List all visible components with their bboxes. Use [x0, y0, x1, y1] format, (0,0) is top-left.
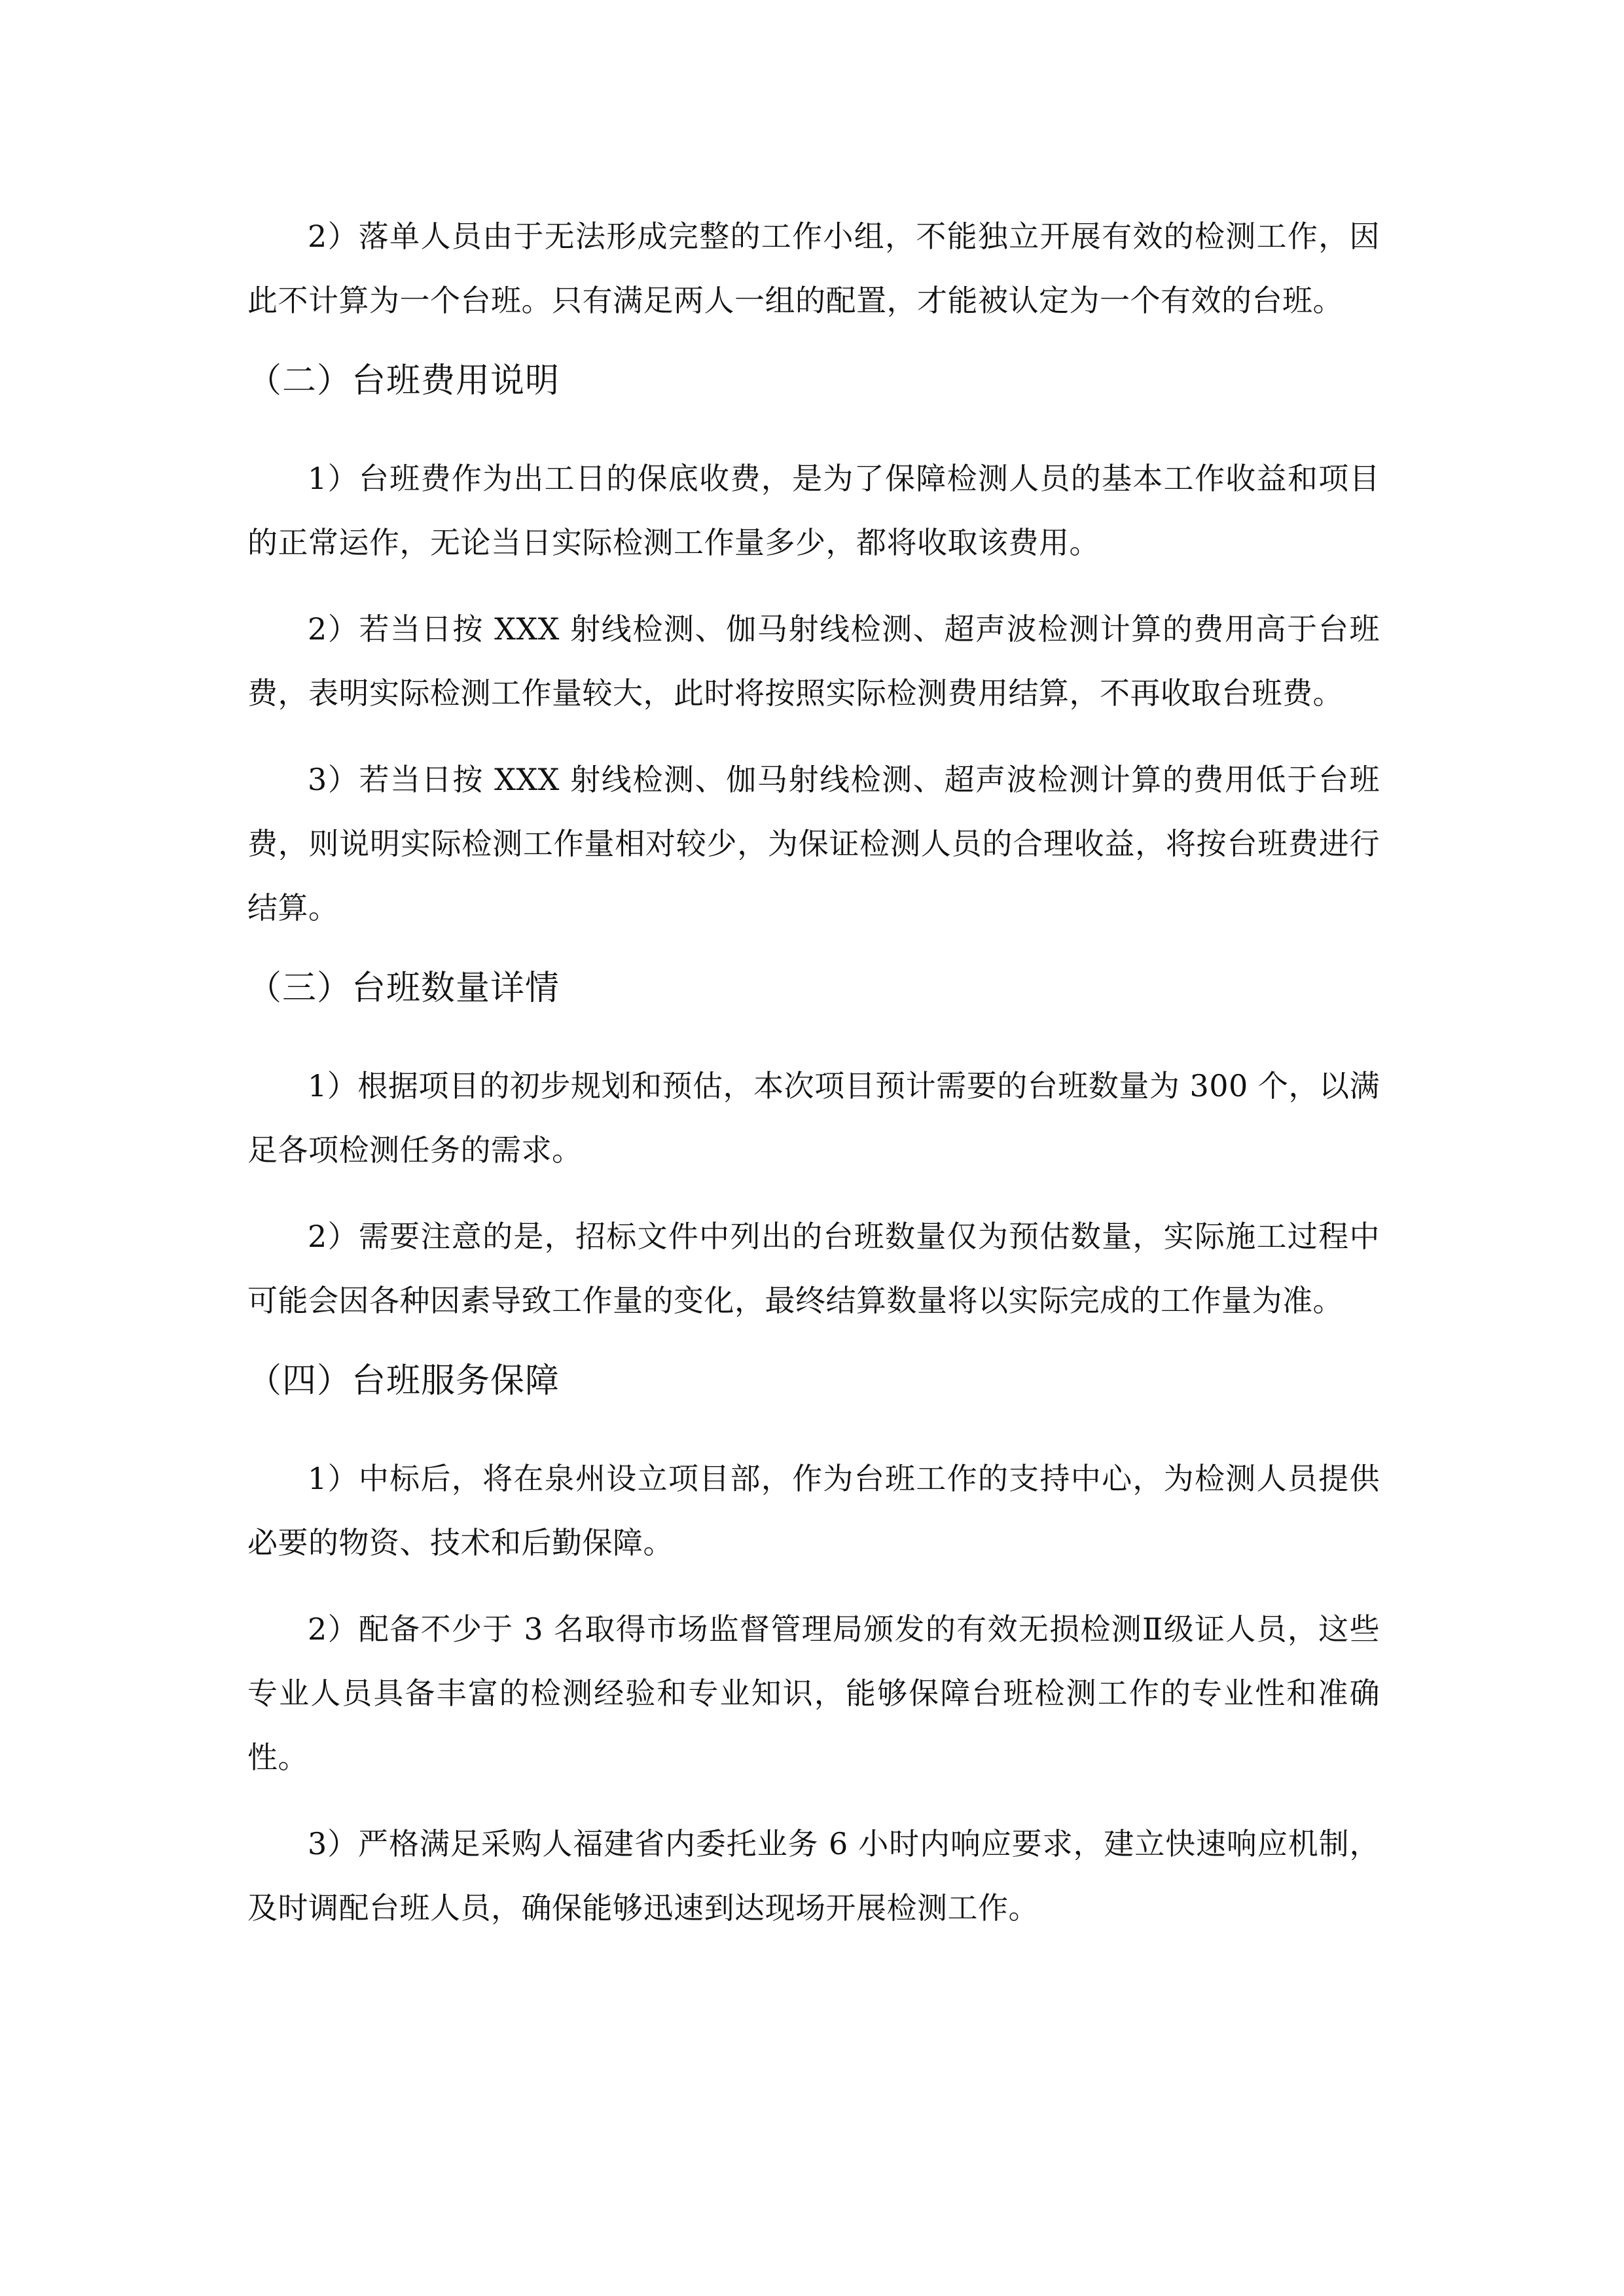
paragraph-service-3: 3）严格满足采购人福建省内委托业务 6 小时内响应要求，建立快速响应机制，及时调配台班人员，确保能够迅速到达现场开展检测工作。: [247, 1826, 1380, 1926]
section-heading-service-guarantee: （四）台班服务保障: [247, 1361, 560, 1401]
paragraph-quantity-2: 2）需要注意的是，招标文件中列出的台班数量仅为预估数量，实际施工过程中可能会因各种因素导致工作量的变化，最终结算数量将以实际完成的工作量为准。: [247, 1219, 1380, 1318]
section-heading-quantity-details: （三）台班数量详情: [247, 969, 560, 1008]
paragraph-quantity-1: 1）根据项目的初步规划和预估，本次项目预计需要的台班数量为 300 个，以满足各项检测任务的需求。: [247, 1068, 1380, 1168]
paragraph-fee-1: 1）台班费作为出工日的保底收费，是为了保障检测人员的基本工作收益和项目的正常运作，无论当日实际检测工作量多少，都将收取该费用。: [247, 461, 1380, 560]
paragraph-service-2: 2）配备不少于 3 名取得市场监督管理局颁发的有效无损检测Ⅱ级证人员，这些专业人员具备丰富的检测经验和专业知识，能够保障台班检测工作的专业性和准确性。: [247, 1611, 1380, 1775]
document-body: [247, 204, 1380, 1962]
section-heading-fee-explanation: （二）台班费用说明: [247, 361, 560, 401]
paragraph-fee-3: 3）若当日按 XXX 射线检测、伽马射线检测、超声波检测计算的费用低于台班费，则说明实际检测工作量相对较少，为保证检测人员的合理收益，将按台班费进行结算。: [247, 762, 1380, 925]
paragraph-no-group-counted: 2）落单人员由于无法形成完整的工作小组，不能独立开展有效的检测工作，因此不计算为一个台班。只有满足两人一组的配置，才能被认定为一个有效的台班。: [247, 219, 1380, 318]
paragraph-fee-2: 2）若当日按 XXX 射线检测、伽马射线检测、超声波检测计算的费用高于台班费，表明实际检测工作量较大，此时将按照实际检测费用结算，不再收取台班费。: [247, 611, 1380, 711]
paragraph-service-1: 1）中标后，将在泉州设立项目部，作为台班工作的支持中心，为检测人员提供必要的物资、技术和后勤保障。: [247, 1461, 1380, 1560]
